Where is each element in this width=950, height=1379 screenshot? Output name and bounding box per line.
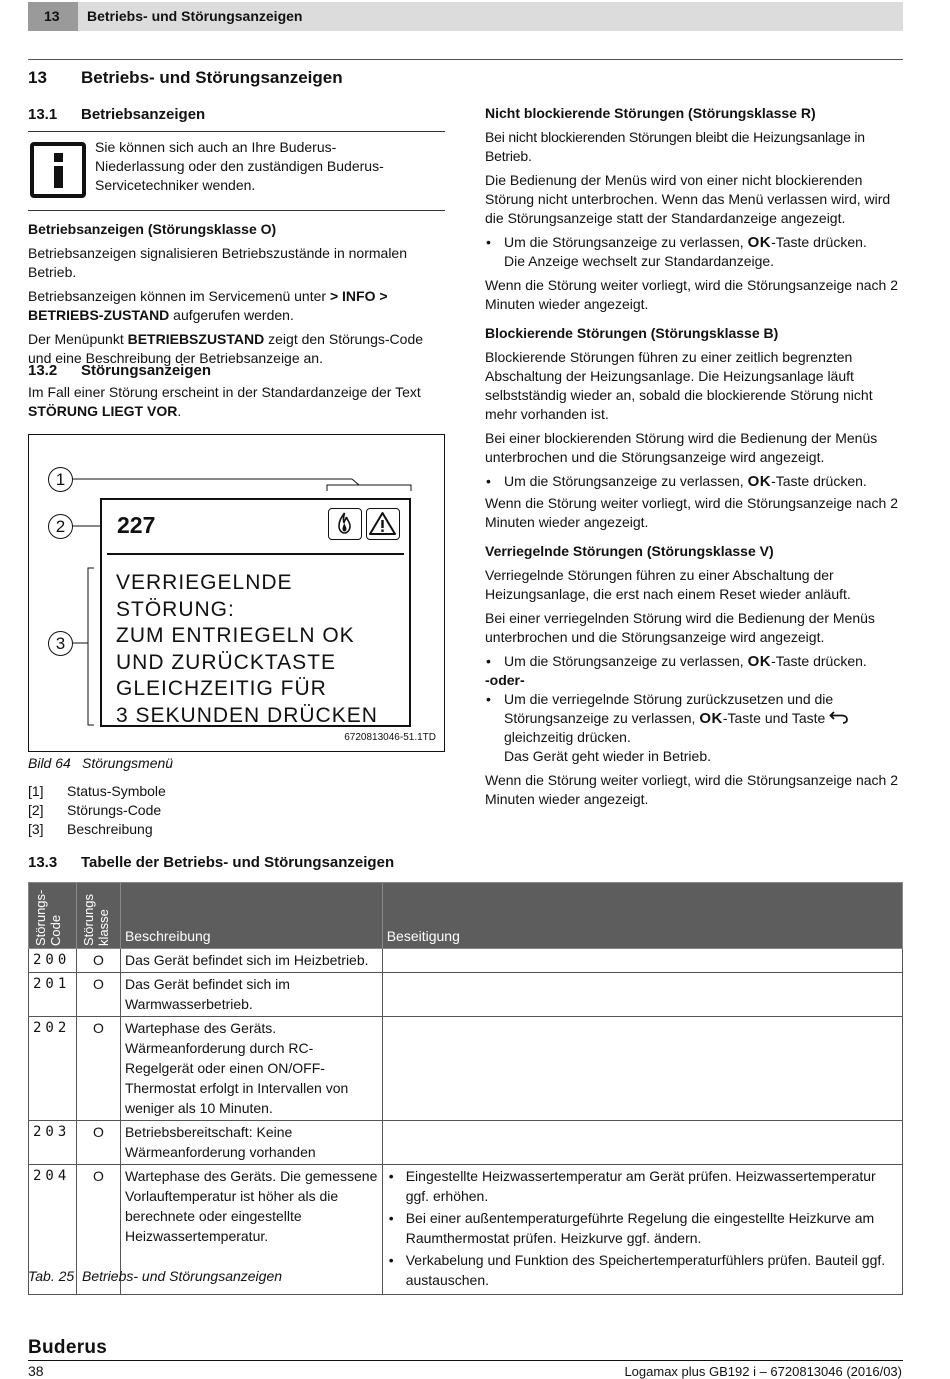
section-13-1-heading bbox=[28, 105, 205, 124]
klasse-cell: O bbox=[76, 973, 120, 1017]
chapter-number: 13 bbox=[28, 2, 78, 31]
section-title: Betriebs- und Störungsanzeigen bbox=[81, 68, 343, 87]
table-row bbox=[29, 973, 903, 1017]
figure-caption bbox=[28, 754, 173, 773]
fault-line: UND ZURÜCKTASTE bbox=[116, 650, 336, 674]
beschreibung-cell: Das Gerät befindet sich im Heizbetrieb. bbox=[120, 949, 382, 973]
table-row bbox=[29, 1017, 903, 1121]
legend-item bbox=[28, 820, 166, 839]
beseitigung-cell bbox=[382, 973, 902, 1017]
fault-description bbox=[116, 570, 411, 729]
text-run: gleichzeitig drücken. bbox=[504, 729, 631, 745]
legend-item bbox=[28, 782, 166, 801]
callout-1: 1 bbox=[48, 467, 73, 492]
text-run: Um die Störungsanzeige zu verlassen, bbox=[504, 653, 748, 669]
figure-legend bbox=[28, 782, 166, 839]
beseitigung-cell bbox=[382, 1165, 902, 1295]
caption-number: Tab. 25 bbox=[28, 1268, 75, 1284]
class-b-para-2: Bei einer blockierenden Störung wird die Bedienung der Menüs unterbrochen und die Störungsanzeige wird angezeigt. bbox=[485, 430, 878, 465]
callout-2: 2 bbox=[48, 514, 73, 539]
beseitigung-cell bbox=[382, 1121, 902, 1165]
beschreibung-cell: Betriebsbereitschaft: Keine Wärmeanforderung vorhanden bbox=[120, 1121, 382, 1165]
beseitigung-cell bbox=[382, 949, 902, 973]
beseitigung-cell bbox=[382, 1017, 902, 1121]
class-v-bullet-2 bbox=[485, 690, 903, 747]
screen-divider bbox=[107, 553, 404, 555]
beschreibung-cell: Wartephase des Geräts. Die gemessene Vorlauftemperatur ist höher als die berechnete oder eingestellte Heizwassertemperatur. bbox=[120, 1165, 382, 1295]
remedy-item: • Bei einer außentemperaturgeführte Regelung die eingestellte Heizkurve am Raumthermostat prüfen. Heizkurve ggf. ändern. bbox=[387, 1208, 898, 1248]
text-run: Um die Störungsanzeige zu verlassen, bbox=[504, 473, 748, 489]
display-screen bbox=[100, 498, 411, 727]
text-run: Betriebsanzeigen können im Servicemenü unter bbox=[28, 288, 330, 304]
page-header bbox=[28, 2, 903, 31]
brand-logo: Buderus bbox=[28, 1337, 108, 1358]
figure-ref: 6720813046-51.1TD bbox=[344, 732, 436, 743]
klasse-cell: O bbox=[76, 1121, 120, 1165]
code-cell: 200 bbox=[29, 949, 77, 973]
or-separator: -oder- bbox=[485, 672, 525, 688]
header-divider bbox=[28, 59, 903, 60]
info-top-rule bbox=[28, 131, 445, 132]
betrieb-para-1: Betriebsanzeigen signalisieren Betriebszustände in normalen Betrieb. bbox=[28, 245, 408, 280]
class-v-heading: Verriegelnde Störungen (Störungsklasse V) bbox=[485, 543, 774, 559]
text-run: Der Menüpunkt bbox=[28, 331, 128, 347]
section-13-3-heading bbox=[28, 853, 394, 872]
info-bottom-rule bbox=[28, 210, 445, 211]
legend-item bbox=[28, 801, 166, 820]
ok-key-label: OK bbox=[747, 473, 772, 490]
class-v-para-1: Verriegelnde Störungen führen zu einer Abschaltung der Heizungsanlage, die erst nach einem Reset wieder anläuft. bbox=[485, 567, 851, 602]
legend-text: Störungs-Code bbox=[67, 802, 162, 818]
class-v-para-3: Wenn die Störung weiter vorliegt, wird die Störungsanzeige nach 2 Minuten wieder angezeigt. bbox=[485, 772, 898, 807]
betrieb-para-2 bbox=[28, 287, 445, 325]
class-v-bullet-1 bbox=[485, 652, 903, 671]
table-header-row bbox=[29, 883, 903, 949]
section-number: 13.1 bbox=[28, 106, 58, 123]
text-run: zeigt den Störungs-Code und eine Beschreibung der Betriebsanzeige an. bbox=[28, 331, 424, 366]
ok-key-label: OK bbox=[747, 653, 772, 670]
class-r-heading: Nicht blockierende Störungen (Störungsklasse R) bbox=[485, 105, 816, 121]
info-icon bbox=[30, 142, 86, 198]
class-b-para-3: Wenn die Störung weiter vorliegt, wird die Störungsanzeige nach 2 Minuten wieder angezeigt. bbox=[485, 495, 898, 530]
section-title: Tabelle der Betriebs- und Störungsanzeigen bbox=[81, 854, 395, 871]
section-title: Betriebsanzeigen bbox=[81, 106, 206, 123]
text-run: Im Fall einer Störung erscheint in der Standardanzeige der Text bbox=[28, 384, 421, 400]
section-number: 13.3 bbox=[28, 854, 58, 871]
beschreibung-cell: Wartephase des Geräts. Wärmeanforderung durch RC-Regelgerät oder einen ON/OFF-Thermostat erfolgt in Intervallen von weniger als 10 Minuten. bbox=[120, 1017, 382, 1121]
klasse-cell: O bbox=[76, 1165, 120, 1295]
beschreibung-cell: Das Gerät befindet sich im Warmwasserbetrieb. bbox=[120, 973, 382, 1017]
betrieb-block bbox=[28, 220, 445, 373]
text-run: Um die verriegelnde Störung zurückzusetzen und die Störungsanzeige zu verlassen, bbox=[504, 691, 834, 726]
flame-icon bbox=[328, 508, 362, 540]
class-v-bullet-result: Das Gerät geht wieder in Betrieb. bbox=[504, 748, 711, 764]
fault-menu-figure bbox=[28, 434, 445, 752]
code-cell: 201 bbox=[29, 973, 77, 1017]
klasse-cell: O bbox=[76, 949, 120, 973]
class-r-para-1: Bei nicht blockierenden Störungen bleibt die Heizungsanlage in Betrieb. bbox=[485, 129, 865, 164]
remedy-item: • Eingestellte Heizwassertemperatur am Gerät prüfen. Heizwassertemperatur ggf. erhöhen. bbox=[387, 1166, 898, 1206]
code-cell: 203 bbox=[29, 1121, 77, 1165]
class-b-heading: Blockierende Störungen (Störungsklasse B) bbox=[485, 325, 779, 341]
class-r-para-3: Wenn die Störung weiter vorliegt, wird die Störungsanzeige nach 2 Minuten wieder angezeigt. bbox=[485, 277, 898, 312]
class-b-bullet bbox=[485, 472, 903, 491]
code-cell: 202 bbox=[29, 1017, 77, 1121]
fault-line: ZUM ENTRIEGELN OK bbox=[116, 624, 355, 647]
ok-key-label: OK bbox=[747, 234, 772, 251]
code-cell: 204 bbox=[29, 1165, 77, 1295]
header-label: Störungs-Code bbox=[33, 889, 63, 946]
class-b-para-1: Blockierende Störungen führen zu einer zeitlich begrenzten Abschaltung der Heizungsanlage. Die Heizungsanlage läuft selbstständig wieder an, sobald die blockierende Störung nicht mehr vorhanden ist. bbox=[485, 349, 873, 422]
chapter-title: Betriebs- und Störungsanzeigen bbox=[87, 8, 303, 24]
document-id: Logamax plus GB192 i – 6720813046 (2016/03) bbox=[624, 1364, 902, 1379]
info-note: Sie können sich auch an Ihre Buderus-Niederlassung oder den zuständigen Buderus-Servicetechniker wenden. bbox=[95, 139, 384, 193]
right-column bbox=[485, 104, 903, 814]
status-text: STÖRUNG LIEGT VOR bbox=[28, 403, 178, 419]
col-header-klasse bbox=[76, 883, 120, 949]
remedy-item: • Verkabelung und Funktion des Speichertemperaturfühlers prüfen. Bauteil ggf. austauschen. bbox=[387, 1250, 898, 1290]
menu-path: > INFO > BETRIEBS-ZUSTAND bbox=[28, 288, 388, 323]
text-run: Um die Störungsanzeige zu verlassen, bbox=[504, 234, 748, 250]
col-header-code bbox=[29, 883, 77, 949]
legend-text: Beschreibung bbox=[67, 821, 153, 837]
class-r-bullet bbox=[485, 233, 903, 252]
class-r-bullet-result: Die Anzeige wechselt zur Standardanzeige. bbox=[504, 253, 775, 269]
betrieb-heading: Betriebsanzeigen (Störungsklasse O) bbox=[28, 221, 277, 237]
ok-key-label: OK bbox=[699, 710, 723, 727]
section-title: Störungsanzeigen bbox=[81, 362, 212, 379]
table-row bbox=[29, 949, 903, 973]
klasse-cell: O bbox=[76, 1017, 120, 1121]
col-header-beseitigung: Beseitigung bbox=[382, 883, 902, 949]
fault-line: VERRIEGELNDE STÖRUNG: bbox=[116, 571, 293, 621]
text-run: -Taste drücken. bbox=[771, 653, 867, 669]
legend-key: [1] bbox=[28, 783, 44, 799]
page-number: 38 bbox=[28, 1363, 44, 1379]
menu-item-name: BETRIEBSZUSTAND bbox=[127, 331, 265, 347]
fault-line: 3 SEKUNDEN DRÜCKEN bbox=[116, 703, 378, 727]
text-run: -Taste drücken. bbox=[771, 473, 867, 489]
back-arrow-icon bbox=[829, 710, 849, 726]
text-run: . bbox=[177, 403, 182, 419]
table-caption bbox=[28, 1267, 282, 1286]
class-v-para-2: Bei einer verriegelnden Störung wird die Bedienung der Menüs unterbrochen und die Störungsanzeige wird angezeigt. bbox=[485, 610, 875, 645]
caption-text: Störungsmenü bbox=[82, 755, 174, 771]
legend-key: [3] bbox=[28, 821, 44, 837]
legend-text: Status-Symbole bbox=[67, 783, 166, 799]
caption-text: Betriebs- und Störungsanzeigen bbox=[82, 1268, 283, 1284]
fault-code: 227 bbox=[117, 512, 156, 538]
section-13-heading bbox=[28, 68, 343, 87]
col-header-beschreibung: Beschreibung bbox=[120, 883, 382, 949]
legend-key: [2] bbox=[28, 802, 44, 818]
text-run: aufgerufen werden. bbox=[169, 307, 294, 323]
callout-3: 3 bbox=[48, 631, 73, 656]
table-row bbox=[29, 1121, 903, 1165]
text-run: -Taste und Taste bbox=[722, 710, 830, 726]
fault-line: GLEICHZEITIG FÜR bbox=[116, 677, 327, 700]
section-number: 13.2 bbox=[28, 362, 58, 379]
footer-divider bbox=[28, 1360, 903, 1361]
text-run: -Taste drücken. bbox=[771, 234, 867, 250]
section-13-2-heading bbox=[28, 361, 211, 380]
section-number: 13 bbox=[28, 68, 47, 87]
class-r-para-2: Die Bedienung der Menüs wird von einer nicht blockierenden Störung nicht unterbrochen. Wenn das Menü verlassen wird, wird die Störungsanzeige statt der Standardanzeige angezeigt. bbox=[485, 172, 891, 226]
caption-number: Bild 64 bbox=[28, 755, 71, 771]
status-table bbox=[28, 882, 903, 1295]
warning-icon bbox=[366, 508, 400, 540]
header-label: Störungs klasse bbox=[80, 893, 111, 946]
section-13-2-para bbox=[28, 383, 445, 421]
